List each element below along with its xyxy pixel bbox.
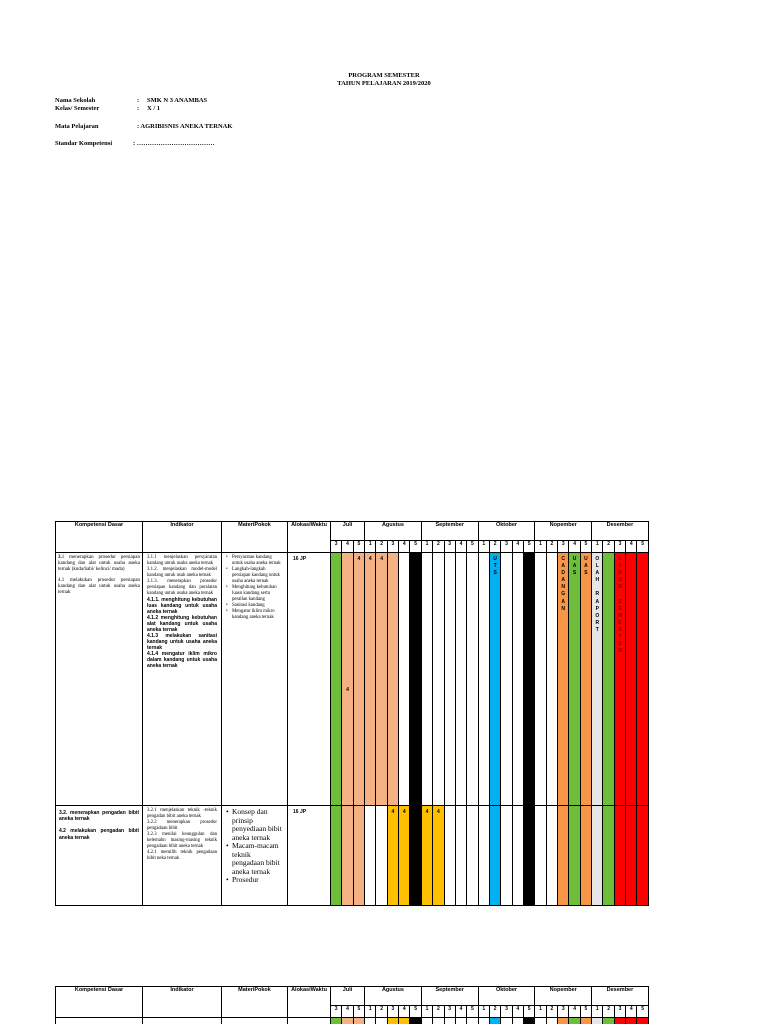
week-cell xyxy=(342,1018,353,1024)
kd-number: 3. xyxy=(58,555,62,560)
header-alokasi-waktu: AlokasiWaktu xyxy=(288,522,331,553)
indikator-cell xyxy=(143,553,222,806)
week-cell xyxy=(637,1018,648,1024)
week-cell xyxy=(376,1018,387,1024)
info-mapel xyxy=(55,123,232,131)
week-header: 5 xyxy=(523,541,534,553)
week-header: 3 xyxy=(331,541,342,553)
sekolah-label: Nama Sekolah xyxy=(55,97,96,104)
week-cell xyxy=(523,1018,534,1024)
week-cell xyxy=(421,1018,432,1024)
indikator-cell xyxy=(143,806,222,906)
week-cell xyxy=(365,806,376,906)
week-cell xyxy=(580,1018,591,1024)
colon: : xyxy=(137,97,140,104)
kelas-value: X / 1 xyxy=(147,105,160,112)
week-cell xyxy=(376,553,387,806)
vertical-label-uas2: U A S xyxy=(580,553,591,806)
week-cell xyxy=(399,553,410,806)
week-header: 2 xyxy=(546,541,557,553)
semester-program-table xyxy=(55,521,649,906)
week-header: 5 xyxy=(580,1006,591,1018)
header-month-juli: Juli xyxy=(331,987,365,1006)
header-month-oktober: Oktober xyxy=(478,522,535,541)
week-header: 5 xyxy=(353,541,364,553)
week-cell xyxy=(455,553,466,806)
week-header: 3 xyxy=(387,541,398,553)
week-value: 4 xyxy=(346,687,349,693)
week-cell xyxy=(523,806,534,906)
week-cell xyxy=(467,553,478,806)
kd-text: 3.2. menerapkan pengadan bibit aneka ternak xyxy=(59,810,139,823)
week-cell xyxy=(353,806,364,906)
week-header: 5 xyxy=(467,1006,478,1018)
week-header: 5 xyxy=(410,541,421,553)
week-header: 5 xyxy=(353,1006,364,1018)
week-cell xyxy=(387,1018,398,1024)
materi-item: • Langkah-langkah persiapan kandang untuk usaha aneka ternak xyxy=(226,567,283,585)
materi-cell xyxy=(222,806,288,906)
kd-cell xyxy=(56,553,143,806)
materi-cell xyxy=(222,1018,288,1024)
indikator-item: 4.2.1 memilih teknik pengadaan bibit neka ternak xyxy=(147,850,217,861)
week-cell xyxy=(331,553,342,806)
week-header: 1 xyxy=(421,541,432,553)
week-cell xyxy=(365,553,376,806)
week-header: 2 xyxy=(376,1006,387,1018)
header-month-juli: Juli xyxy=(331,522,365,541)
info-sk xyxy=(55,140,215,148)
header-month-september: September xyxy=(421,987,478,1006)
week-cell xyxy=(523,553,534,806)
week-header: 4 xyxy=(569,1006,580,1018)
indikator-item: 4.1.4 mengatur iklim mikro dalam kandang untuk usaha aneka ternak xyxy=(147,651,217,669)
week-header: 4 xyxy=(342,1006,353,1018)
week-header: 4 xyxy=(512,1006,523,1018)
table-row xyxy=(56,553,649,806)
week-header: 2 xyxy=(603,541,614,553)
week-header: 1 xyxy=(592,541,603,553)
week-cell xyxy=(580,806,591,906)
info-kelas xyxy=(55,105,160,113)
week-header: 3 xyxy=(444,541,455,553)
materi-item: • Persyaratan kandang untuk usaha aneka ternak xyxy=(226,555,283,567)
kelas-label: Kelas/ Semester xyxy=(55,105,100,112)
week-value: 4 xyxy=(380,556,383,562)
week-cell xyxy=(535,553,546,806)
kd-cell xyxy=(56,1018,143,1024)
alokasi-cell: 16 JP xyxy=(288,553,331,806)
week-cell xyxy=(331,806,342,906)
week-cell xyxy=(365,1018,376,1024)
week-cell xyxy=(558,806,569,906)
header-materi-pokok: MateriPokok xyxy=(222,522,288,553)
header-month-september: September xyxy=(421,522,478,541)
week-cell xyxy=(489,806,500,906)
week-cell xyxy=(353,1018,364,1024)
week-cell xyxy=(558,1018,569,1024)
week-cell xyxy=(387,553,398,806)
week-cell xyxy=(637,553,648,806)
week-value: 4 xyxy=(391,809,395,815)
indikator-item: 4.1.2 menghitung kebutuhan alat kandang untuk usaha aneka ternak xyxy=(147,615,217,633)
sk-value: : ……………………………… xyxy=(133,140,215,147)
week-header: 1 xyxy=(365,1006,376,1018)
week-header: 2 xyxy=(603,1006,614,1018)
header-kompetensi-dasar: Kompetensi Dasar xyxy=(56,987,143,1018)
week-header: 2 xyxy=(546,1006,557,1018)
indikator-item: 3.1.1 menjelaskan persyaratan kandang untuk usaha aneka ternak xyxy=(147,555,217,566)
week-header: 1 xyxy=(535,541,546,553)
week-cell xyxy=(569,806,580,906)
header-kompetensi-dasar: Kompetensi Dasar xyxy=(56,522,143,553)
vertical-label-libur-semester: L I B U R S E M E S T E R xyxy=(614,553,625,806)
header-indikator: Indikator xyxy=(143,522,222,553)
week-cell xyxy=(614,1018,625,1024)
week-header: 4 xyxy=(512,541,523,553)
week-cell xyxy=(603,806,614,906)
week-cell xyxy=(546,1018,557,1024)
week-cell xyxy=(546,553,557,806)
week-cell xyxy=(467,806,478,906)
mapel-value: : AGRIBISNIS ANEKA TERNAK xyxy=(137,123,233,130)
week-header: 1 xyxy=(478,541,489,553)
colon: : xyxy=(137,105,140,112)
document-subtitle: TAHUN PELAJARAN 2019/2020 xyxy=(337,80,431,87)
week-cell xyxy=(478,553,489,806)
week-cell xyxy=(637,806,648,906)
week-cell xyxy=(342,553,353,806)
indikator-item: 3.2.3 menilai keunggulan dan kelemahn masing-masing teknik pengadaan bibit aneka ternak xyxy=(147,832,217,849)
indikator-item: 3.2.1 menjelaskan teknik -teknik pengadan bibit aneka ternak xyxy=(147,808,217,819)
vertical-label-cadangan: C A D A N G A N xyxy=(558,553,569,806)
header-month-agustus: Agustus xyxy=(365,987,422,1006)
week-value: 4 xyxy=(425,809,429,815)
week-header: 3 xyxy=(614,1006,625,1018)
week-header: 5 xyxy=(523,1006,534,1018)
table-row xyxy=(56,806,649,906)
week-header: 4 xyxy=(399,1006,410,1018)
week-cell xyxy=(433,806,444,906)
week-value: 4 xyxy=(436,809,440,815)
indikator-item: 3.1.2. menjelaskan model-model kandang untuk usah aneka ternak xyxy=(147,567,217,578)
kd-text-2: 4.1 melakukan prosedur persiapan kandang dan alat untuk usaha aneka ternak xyxy=(58,577,140,596)
week-cell xyxy=(433,553,444,806)
week-header: 3 xyxy=(387,1006,398,1018)
week-header: 1 xyxy=(592,1006,603,1018)
week-cell xyxy=(421,806,432,906)
week-header: 2 xyxy=(489,1006,500,1018)
week-header: 3 xyxy=(558,541,569,553)
header-indikator: Indikator xyxy=(143,987,222,1018)
semester-program-table-page-2 xyxy=(55,986,649,1024)
week-cell xyxy=(444,1018,455,1024)
week-header: 4 xyxy=(455,1006,466,1018)
week-cell xyxy=(478,806,489,906)
week-header: 3 xyxy=(331,1006,342,1018)
week-header: 3 xyxy=(501,541,512,553)
mapel-label: Mata Pelajaran xyxy=(55,123,99,130)
indikator-item: 3.2.2 menerapkan prosedur pengadaan bibit xyxy=(147,820,217,831)
alokasi-cell: 16 JP xyxy=(288,806,331,906)
week-cell xyxy=(421,553,432,806)
vertical-label-uas: U A S xyxy=(569,553,580,806)
week-cell xyxy=(467,1018,478,1024)
week-header: 3 xyxy=(501,1006,512,1018)
header-month-nopember: Nopember xyxy=(535,522,592,541)
materi-item: • Konsep dan prinsip penyediaan bibit aneka ternak xyxy=(226,808,283,842)
week-cell xyxy=(399,1018,410,1024)
week-cell xyxy=(592,806,603,906)
week-cell xyxy=(478,1018,489,1024)
week-value: 4 xyxy=(368,556,372,562)
week-cell xyxy=(501,806,512,906)
week-cell xyxy=(603,1018,614,1024)
kd-text-2: 4.2 melakukan pengadan bibit aneka ternak xyxy=(59,828,139,841)
week-cell xyxy=(626,1018,637,1024)
header-month-nopember: Nopember xyxy=(535,987,592,1006)
week-header: 4 xyxy=(626,541,637,553)
week-cell xyxy=(546,806,557,906)
week-cell xyxy=(626,553,637,806)
week-cell xyxy=(433,1018,444,1024)
week-cell xyxy=(501,553,512,806)
week-cell xyxy=(626,806,637,906)
week-cell xyxy=(353,553,364,806)
table-row xyxy=(56,1018,649,1024)
week-header: 2 xyxy=(433,1006,444,1018)
week-value: 4 xyxy=(357,556,361,562)
week-header: 1 xyxy=(478,1006,489,1018)
vertical-label-uts: U T S xyxy=(489,553,500,806)
week-header: 4 xyxy=(626,1006,637,1018)
materi-item: • Macam-macam teknik pengadaan bibit aneka ternak xyxy=(226,842,283,876)
week-header: 1 xyxy=(421,1006,432,1018)
week-cell xyxy=(512,553,523,806)
week-header: 4 xyxy=(342,541,353,553)
week-cell xyxy=(399,806,410,906)
header-month-desember: Desember xyxy=(592,522,649,541)
week-header: 4 xyxy=(455,541,466,553)
week-cell xyxy=(535,806,546,906)
week-header: 5 xyxy=(580,541,591,553)
materi-item: • Menghitung kebutuhan luasn kandang serta perallan kandang xyxy=(226,585,283,603)
materi-item: • Prosedur xyxy=(226,876,283,885)
week-cell xyxy=(444,553,455,806)
header-month-agustus: Agustus xyxy=(365,522,422,541)
week-cell xyxy=(603,553,614,806)
kd-cell xyxy=(56,806,143,906)
week-header: 4 xyxy=(399,541,410,553)
week-cell xyxy=(512,1018,523,1024)
week-cell xyxy=(387,806,398,906)
week-header: 4 xyxy=(569,541,580,553)
indikator-item: 4.1.3 melakukan sanitasi kandang untuk usaha aneka ternak xyxy=(147,633,217,651)
week-header: 5 xyxy=(637,1006,648,1018)
week-header: 1 xyxy=(535,1006,546,1018)
week-header: 2 xyxy=(376,541,387,553)
week-cell xyxy=(455,1018,466,1024)
week-cell xyxy=(342,806,353,906)
week-cell xyxy=(592,1018,603,1024)
week-header: 5 xyxy=(637,541,648,553)
week-cell xyxy=(376,806,387,906)
header-month-desember: Desember xyxy=(592,987,649,1006)
vertical-label-olah-raport: O L A H R A P O R T xyxy=(592,553,603,806)
sk-label: Standar Kompetensi xyxy=(55,140,113,147)
sekolah-value: SMK N 3 ANAMBAS xyxy=(147,97,208,104)
materi-item: • Mengatur iklim mikro kandang aneka ternak xyxy=(226,609,283,621)
week-header: 3 xyxy=(558,1006,569,1018)
week-cell xyxy=(614,806,625,906)
header-alokasi-waktu: AlokasiWaktu xyxy=(288,987,331,1018)
week-cell xyxy=(569,1018,580,1024)
kd-text: 1 menerapkan prosedur persiapan kandang dan alat untuk usaha aneka ternak (kuda/babi/ kelinci/ mada) xyxy=(58,555,140,573)
week-header: 1 xyxy=(365,541,376,553)
week-cell xyxy=(410,553,421,806)
document-title: PROGRAM SEMESTER xyxy=(348,72,420,79)
week-cell xyxy=(489,1018,500,1024)
week-cell xyxy=(455,806,466,906)
header-month-oktober: Oktober xyxy=(478,987,535,1006)
info-sekolah xyxy=(55,97,207,105)
indikator-cell xyxy=(143,1018,222,1024)
week-value: 4 xyxy=(402,809,406,815)
week-header: 3 xyxy=(444,1006,455,1018)
week-header: 5 xyxy=(467,541,478,553)
week-cell xyxy=(444,806,455,906)
header-materi-pokok: MateriPokok xyxy=(222,987,288,1018)
week-cell xyxy=(410,806,421,906)
week-cell xyxy=(331,1018,342,1024)
week-cell xyxy=(535,1018,546,1024)
alokasi-cell xyxy=(288,1018,331,1024)
week-header: 3 xyxy=(614,541,625,553)
week-cell xyxy=(512,806,523,906)
materi-cell xyxy=(222,553,288,806)
materi-item: • Sanitasi kandang xyxy=(226,603,283,609)
week-header: 5 xyxy=(410,1006,421,1018)
week-header: 2 xyxy=(489,541,500,553)
week-cell xyxy=(501,1018,512,1024)
indikator-item: 4.1.1. menghitung kebutuhan luas kandang untuk usaha aneka ternak xyxy=(147,597,217,615)
week-header: 2 xyxy=(433,541,444,553)
indikator-item: 3.1.3. menerapkan prosedur persiapan kandang dan peralatan kandang untuk usaha aneka ternak xyxy=(147,579,217,596)
week-cell xyxy=(410,1018,421,1024)
